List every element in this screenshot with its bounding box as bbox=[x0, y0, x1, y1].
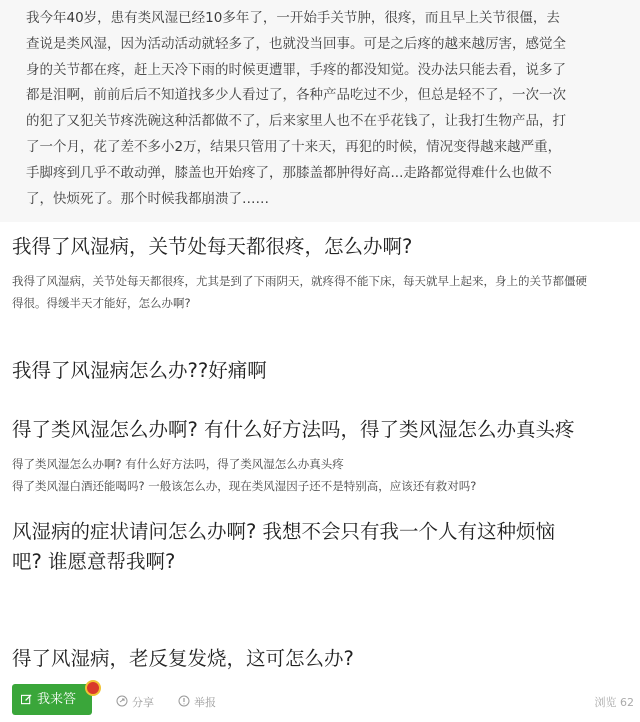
question-footer bbox=[0, 680, 640, 722]
question-title-line: 风湿病的症状请问怎么办啊? 我想不会只有我一个人有这种烦恼 bbox=[12, 520, 556, 543]
question-title[interactable]: 得了类风湿怎么办啊? 有什么好方法吗，得了类风湿怎么办真头疼 bbox=[12, 418, 575, 441]
question-description-line: 得很。得缓半天才能好，怎么办啊? bbox=[12, 295, 191, 310]
story-line: 手脚疼到几乎不敢动弹，膝盖也开始疼了，那膝盖都肿得好高...走路都觉得难什么也做不 bbox=[26, 164, 552, 181]
story-line: 都是泪啊，前前后后不知道找多少人看过了，各种产品吃过不少，但总是轻不了，一次一次 bbox=[26, 87, 566, 104]
question-title[interactable]: 我得了风湿病，关节处每天都很疼，怎么办啊? bbox=[12, 235, 413, 258]
question-description-line: 得了类风湿白酒还能喝吗? 一般该怎么办，现在类风湿因子还不是特别高，应该还有救对吗? bbox=[12, 478, 477, 493]
story-line: 我今年40岁，患有类风湿已经10多年了，一开始手关节肿，很疼，而且早上关节很僵，去 bbox=[26, 10, 560, 26]
question-description-line: 我得了风湿病，关节处每天都很疼，尤其是到了下雨阴天，就疼得不能下床，每天就早上起来，身上的关节都僵硬 bbox=[12, 274, 587, 288]
story-line: 身的关节都在疼，赶上天冷下雨的时候更遭罪，手疼的都没知觉。没办法只能去看，说多了 bbox=[26, 61, 566, 78]
question-description bbox=[12, 271, 632, 314]
question-title[interactable]: 我得了风湿病怎么办??好痛啊 bbox=[12, 359, 267, 382]
view-count: 浏览 62 bbox=[594, 696, 634, 709]
story-text bbox=[26, 6, 616, 212]
question-title[interactable]: 得了风湿病，老反复发烧，这可怎么办? bbox=[12, 647, 354, 670]
question-title-line: 吧? 谁愿意帮我啊? bbox=[12, 550, 176, 573]
story-line: 查说是类风湿，因为活动活动就轻多了，也就没当回事。可是之后疼的越来越厉害，感觉全 bbox=[26, 35, 566, 52]
question-description-line: 得了类风湿怎么办啊? 有什么好方法吗，得了类风湿怎么办真头疼 bbox=[12, 457, 344, 471]
report-icon bbox=[178, 695, 190, 707]
story-line: 了，快烦死了。那个时候我都崩溃了…… bbox=[26, 190, 269, 207]
story-line: 了一个月，花了差不多小2万，结果只管用了十来天，再犯的时候，情况变得越来越严重， bbox=[26, 138, 562, 155]
question-description bbox=[12, 454, 632, 497]
share-icon bbox=[116, 695, 128, 707]
answer-button-label: 我来答 bbox=[37, 692, 77, 707]
share-label: 分享 bbox=[132, 696, 154, 709]
edit-icon bbox=[21, 694, 32, 705]
story-line: 的犯了又犯关节疼洗碗这种活都做不了，后来家里人也不在乎花钱了，让我打生物产品，打 bbox=[26, 113, 566, 130]
answer-button[interactable] bbox=[12, 684, 92, 715]
red-packet-badge-icon bbox=[85, 680, 101, 696]
question-title[interactable] bbox=[12, 517, 555, 577]
report-label: 举报 bbox=[194, 696, 216, 709]
